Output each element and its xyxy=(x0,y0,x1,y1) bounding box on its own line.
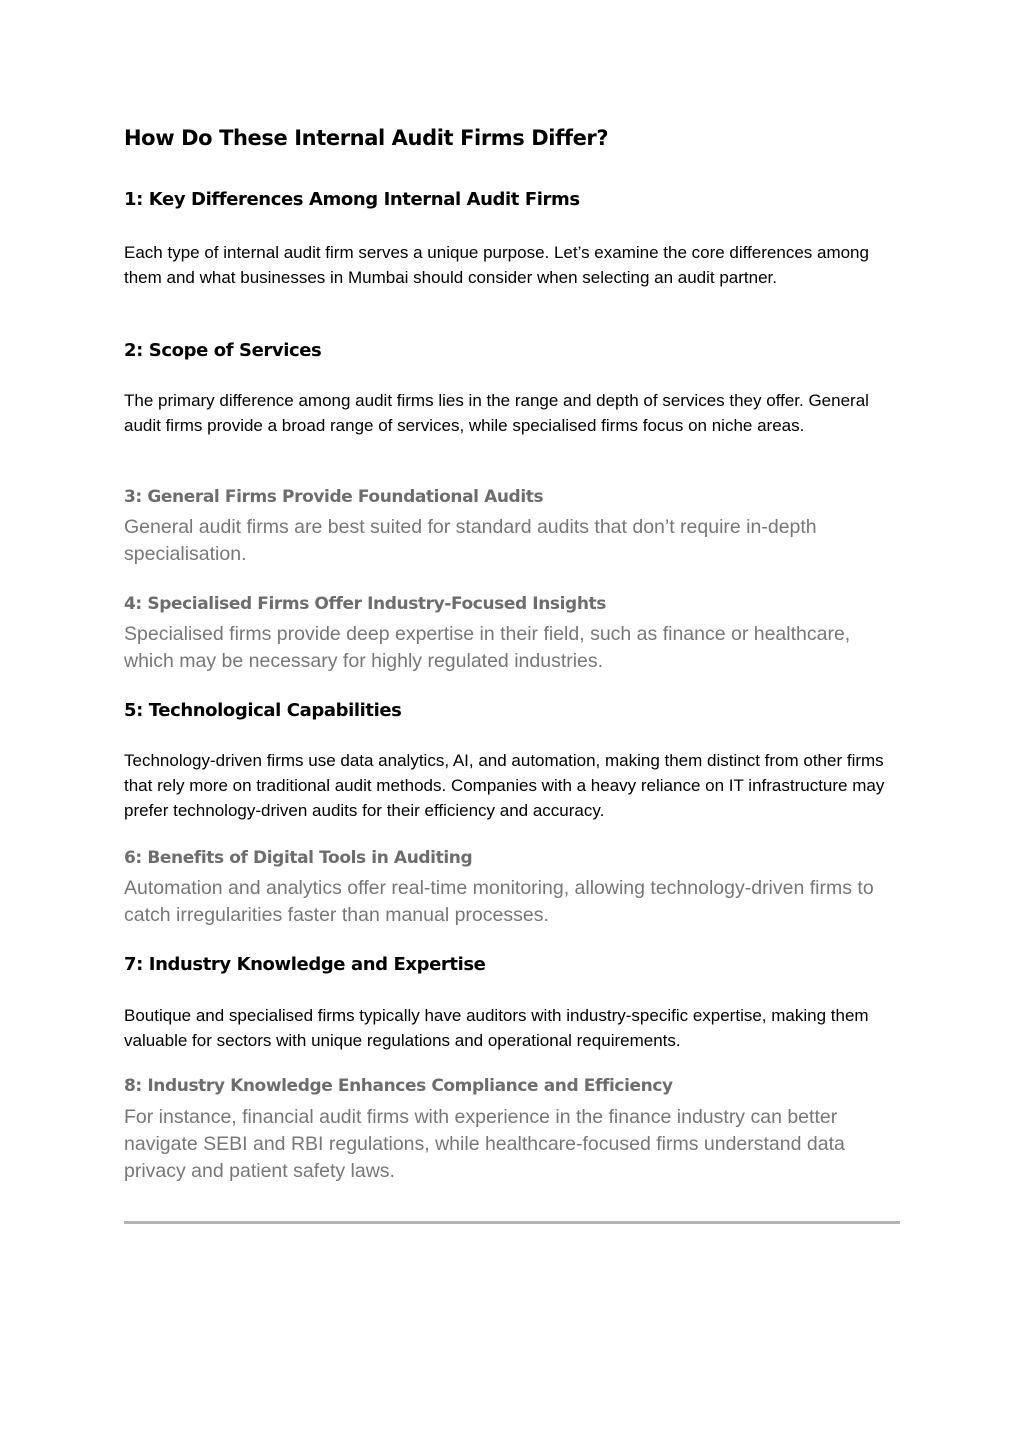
section-8-heading: 8: Industry Knowledge Enhances Compliance and Efficiency xyxy=(124,1076,673,1096)
section-4-heading: 4: Specialised Firms Offer Industry-Focused Insights xyxy=(124,594,606,614)
section-6-heading: 6: Benefits of Digital Tools in Auditing xyxy=(124,848,473,868)
section-3-heading: 3: General Firms Provide Foundational Audits xyxy=(124,487,544,507)
section-2-heading: 2: Scope of Services xyxy=(124,340,322,361)
section-2-body: The primary difference among audit firms lies in the range and depth of services they offer. General audit firms provide a broad range of services, while specialised firms focus on niche areas. xyxy=(124,391,869,435)
section-1-body: Each type of internal audit firm serves a unique purpose. Let’s examine the core differences among them and what businesses in Mumbai should consider when selecting an audit partner. xyxy=(124,243,869,287)
horizontal-divider xyxy=(124,1221,900,1224)
section-8-body: For instance, financial audit firms with experience in the finance industry can better navigate SEBI and RBI regulations, while healthcare-focused firms understand data privacy and patient safety laws. xyxy=(124,1106,845,1182)
page-title: How Do These Internal Audit Firms Differ? xyxy=(124,126,609,150)
section-3-body: General audit firms are best suited for standard audits that don’t require in-depth specialisation. xyxy=(124,516,817,565)
section-4-body: Specialised firms provide deep expertise in their field, such as finance or healthcare, which may be necessary for highly regulated industries. xyxy=(124,623,851,672)
section-1-heading: 1: Key Differences Among Internal Audit Firms xyxy=(124,189,580,210)
section-5-heading: 5: Technological Capabilities xyxy=(124,700,402,721)
section-7-heading: 7: Industry Knowledge and Expertise xyxy=(124,954,486,975)
section-7-body: Boutique and specialised firms typically have auditors with industry-specific expertise, making them valuable for sectors with unique regulations and operational requirements. xyxy=(124,1006,869,1050)
section-5-body: Technology-driven firms use data analytics, AI, and automation, making them distinct from other firms that rely more on traditional audit methods. Companies with a heavy reliance on IT infrastructure may prefer technology-driven audits for their efficiency and accuracy. xyxy=(124,751,885,820)
section-6-body: Automation and analytics offer real-time monitoring, allowing technology-driven firms to catch irregularities faster than manual processes. xyxy=(124,877,874,926)
